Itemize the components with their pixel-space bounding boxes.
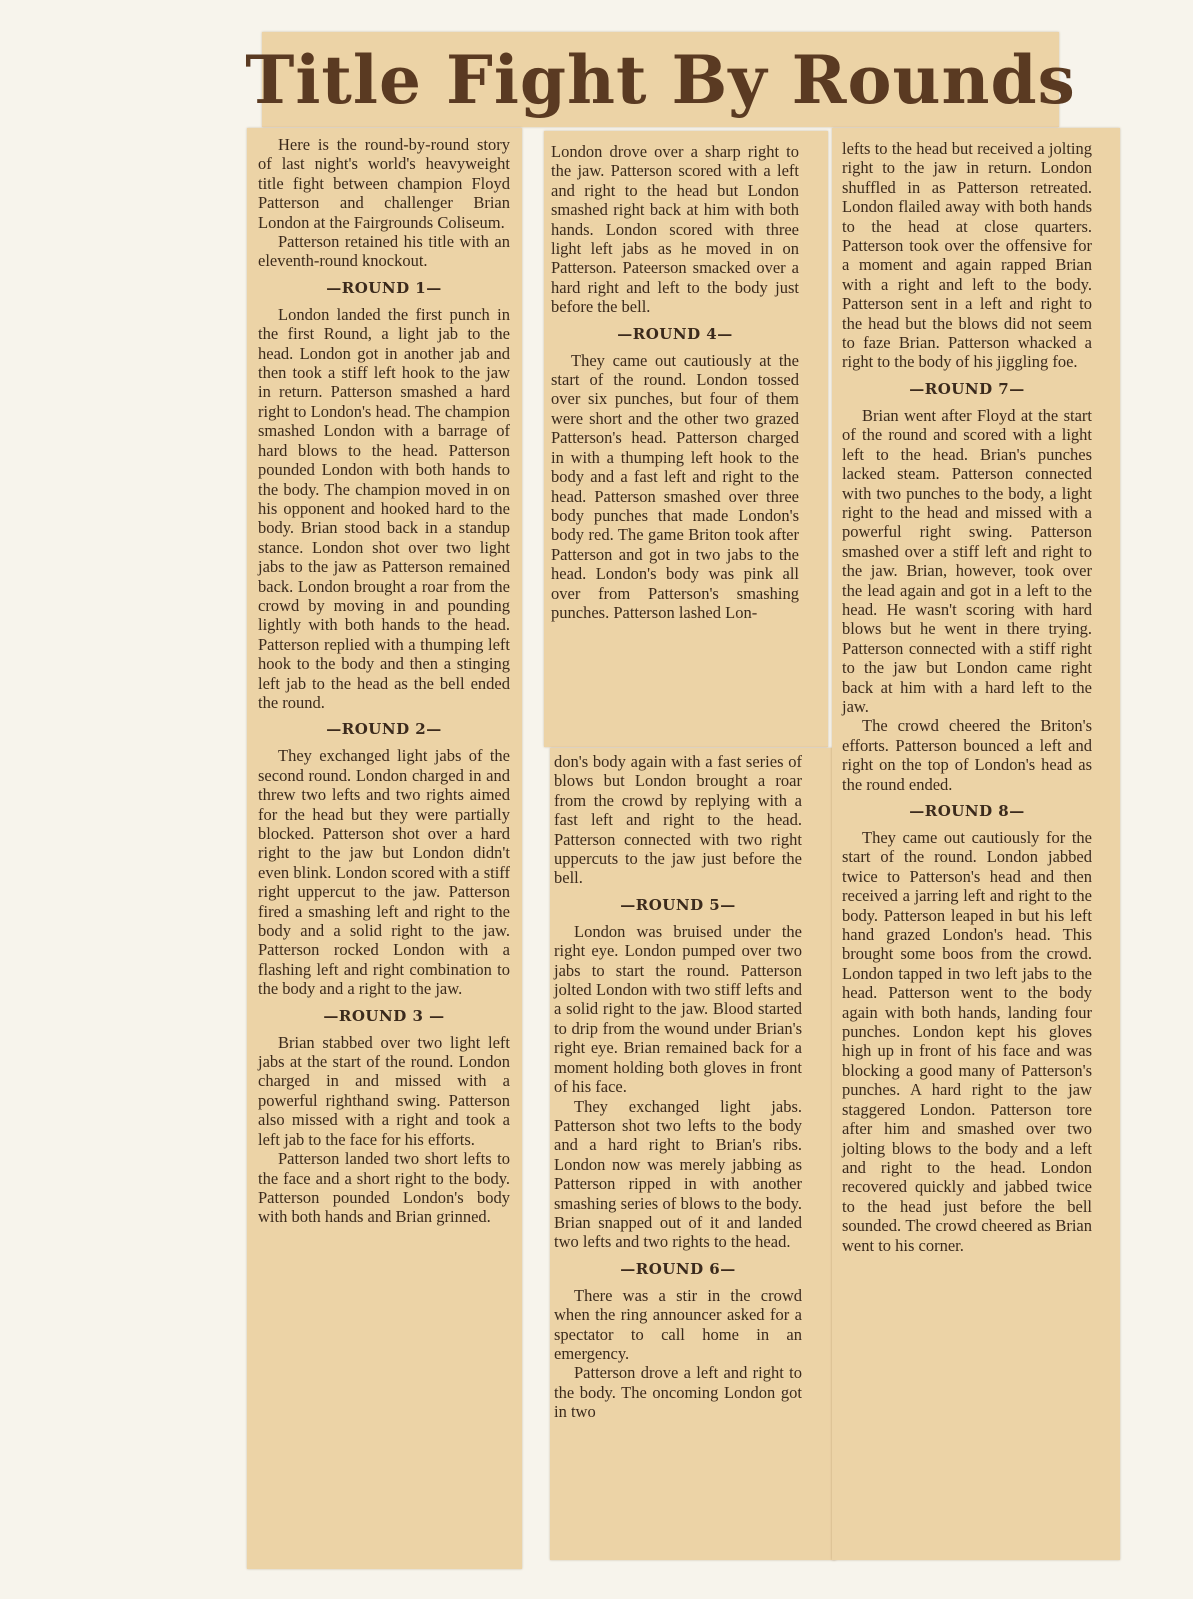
column-1 (258, 135, 510, 1227)
round-7-heading: —ROUND 7— (909, 379, 1025, 398)
round-8-text: They came out cautiously for the start of the round. London jabbed twice to Patterson's head and then received a jarring left and right to the body. Patterson leaped in but his left hand grazed London's head. This brought some boos from the crowd. London tapped in two left jabs to the head. Patterson went to the body again with both hands, landing four punches. London kept his gloves high up in front of his face and was blocking a good many of Patterson's punches. A hard right to the jaw staggered London. Patterson tore after him and smashed over two jolting blows to the body and a left and right to the head. London recovered quickly and jabbed twice to the head just before the bell sounded. The crowd cheered as Brian went to his corner. (842, 828, 1092, 1255)
round-4-heading: —ROUND 4— (617, 324, 733, 343)
round-5-text-1: London was bruised under the right eye. London pumped over two jabs to start the round. Patterson jolted London with two stiff lefts and a solid right to the jaw. Blood started to drip from the wound under Brian's right eye. Brian remained back for a moment holding both gloves in front of his face. (554, 921, 802, 1097)
round-4-continued: don's body again with a fast series of blows but London brought a roar from the crowd by replying with a fast left and right to the head. Patterson connected with two right uppercuts to the jaw just before the bell. (554, 752, 802, 888)
intro-paragraph: Here is the round-by-round story of last night's world's heavyweight title fight between champion Floyd Patterson and challenger Brian London at the Fairgrounds Coliseum. (258, 135, 510, 232)
round-6-text-1: There was a stir in the crowd when the ring announcer asked for a spectator to call home in an emergency. (554, 1285, 802, 1363)
round-8-heading: —ROUND 8— (909, 802, 1025, 820)
round-1-heading: —ROUND 1— (326, 278, 442, 297)
round-5-heading: —ROUND 5— (620, 895, 736, 914)
round-3-continued: London drove over a sharp right to the jaw. Patterson scored with a left and right to the head but London smashed right back at him with both hands. London scored with three light left jabs as he moved in on Patterson. Pateerson smacked over a hard right and left to the body just before the bell. (551, 142, 799, 317)
round-2-text: They exchanged light jabs of the second round. London charged in and threw two lefts and two rights aimed for the head but they were partially blocked. Patterson shot over a hard right to the jaw but London didn't even blink. London scored with a stiff right uppercut to the jaw. Patterson fired a smashing left and right to the body and a solid right to the jaw. Patterson rocked London with a flashing left and right combination to the body and a right to the jaw. (258, 746, 510, 999)
result-paragraph: Patterson retained his title with an eleventh-round knockout. (258, 232, 510, 271)
round-3-text-2: Patterson landed two short lefts to the face and a short right to the body. Patterson pounded London's body with both hands and Brian grinned. (258, 1149, 510, 1227)
round-7-text-2: The crowd cheered the Briton's efforts. Patterson bounced a left and right on the top of London's head as the round ended. (842, 716, 1092, 794)
round-6-heading: —ROUND 6— (620, 1259, 736, 1278)
round-6-continued: lefts to the head but received a jolting right to the jaw in return. London shuffled in as Patterson retreated. London flailed away with both hands to the head at close quarters. Patterson took over the offensive for a moment and again rapped Brian with a right and left to the body. Patterson sent in a left and right to the head but the blows did not seem to faze Brian. Patterson whacked a right to the body of his jiggling foe. (842, 139, 1092, 372)
column-2-bottom (554, 752, 802, 1422)
round-3-text-1: Brian stabbed over two light left jabs at the start of the round. London charged in and missed with a powerful righthand swing. Patterson also missed with a right and took a left jab to the face for his efforts. (258, 1032, 510, 1149)
round-7-text-1: Brian went after Floyd at the start of the round and scored with a light left to the head. Brian's punches lacked steam. Patterson connected with two punches to the body, a light right to the head and missed with a powerful right swing. Patterson smashed over a stiff left and right to the jaw. Brian, however, took over the lead again and got in a left to the head. He wasn't scoring with hard blows but he went in there trying. Patterson connected with a stiff right to the jaw but London came right back at him with a hard left to the jaw. (842, 405, 1092, 716)
round-1-text: London landed the first punch in the first Round, a light jab to the head. London got in another jab and then took a stiff left hook to the jaw in return. Patterson smashed a hard right to London's head. The champion smashed London with a barrage of hard blows to the head. Patterson pounded London with both hands to the body. The champion moved in on his opponent and hooked hard to the body. Brian stood back in a standup stance. London shot over two light jabs to the jaw as Patterson remained back. London brought a roar from the crowd by moving in and pounding lightly with both hands to the head. Patterson replied with a thumping left hook to the body and then a stinging left jab to the head as the bell ended the round. (258, 304, 510, 712)
round-5-text-2: They exchanged light jabs. Patterson shot two lefts to the body and a hard right to Brian's ribs. London now was merely jabbing as Patterson ripped in with another smashing series of blows to the body. Brian snapped out of it and landed two lefts and two rights to the head. (554, 1096, 802, 1252)
round-6-text-2: Patterson drove a left and right to the body. The oncoming London got in two (554, 1363, 802, 1422)
column-2-top (551, 142, 799, 622)
headline: Title Fight By Rounds (245, 40, 1076, 119)
column-3 (842, 139, 1092, 1255)
round-4-text: They came out cautiously at the start of the round. London tossed over six punches, but four of them were short and the other two grazed Patterson's head. Patterson charged in with a thumping left hook to the body and a fast left and right to the head. Patterson smashed over three body punches that made London's body red. The game Briton took after Patterson and got in two jabs to the head. London's body was pink all over from Patterson's smashing punches. Patterson lashed Lon- (551, 350, 799, 622)
round-3-heading: —ROUND 3 — (323, 1006, 445, 1025)
round-2-heading: —ROUND 2— (326, 720, 442, 739)
